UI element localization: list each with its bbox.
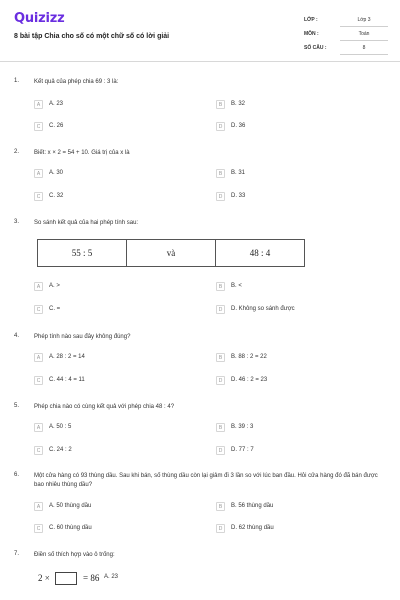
- option-letter: A: [34, 502, 43, 511]
- option-text: D. 77 : 7: [231, 447, 254, 453]
- meta-count-label: SỐ CÂU :: [304, 45, 327, 51]
- question-text: Biết: x × 2 = 54 + 10. Giá trị của x là: [34, 150, 130, 156]
- option-letter: C: [34, 524, 43, 533]
- option-text: A. 23: [49, 101, 64, 107]
- meta-underline: [340, 26, 388, 27]
- option-text: D. 36: [231, 123, 246, 129]
- question-number: 6.: [14, 472, 20, 478]
- table-cell: 55 : 5: [38, 240, 127, 266]
- option-text: B. 32: [231, 101, 246, 107]
- option-text: B. 39 : 3: [231, 424, 254, 430]
- equation-left: 2 ×: [38, 573, 50, 583]
- meta-count: [304, 42, 388, 55]
- option-letter: D: [216, 524, 225, 533]
- meta-class: [304, 14, 388, 27]
- question-text: Phép chia nào có cùng kết quả với phép chia 48 : 4?: [34, 404, 175, 410]
- table-cell: và: [127, 240, 216, 266]
- option-text: A. 50 thùng dầu: [49, 503, 92, 509]
- option-text: B. 88 : 2 = 22: [231, 354, 267, 360]
- meta-subject-label: MÔN :: [304, 31, 319, 37]
- option-letter: D: [216, 192, 225, 201]
- question-text: Kết quả của phép chia 69 : 3 là:: [34, 79, 119, 85]
- table-cell: 48 : 4: [249, 248, 271, 258]
- meta-count-value: 8: [362, 45, 366, 51]
- option-text: D. Không so sánh được: [231, 306, 295, 312]
- option-letter: B: [216, 282, 225, 291]
- option-letter: A: [34, 169, 43, 178]
- option-text: B. <: [231, 283, 242, 289]
- question-text: Phép tính nào sau đây không đúng?: [34, 334, 131, 340]
- option-letter: C: [34, 122, 43, 131]
- option-text: D. 33: [231, 193, 246, 199]
- question-text: So sánh kết quả của hai phép tính sau:: [34, 220, 139, 226]
- option-text: C. 60 thùng dầu: [49, 525, 92, 531]
- meta-subject-value: Toán: [358, 31, 370, 37]
- option-letter: B: [216, 423, 225, 432]
- option-letter: C: [34, 192, 43, 201]
- option-letter: C: [34, 305, 43, 314]
- option-text: C. 26: [49, 123, 64, 129]
- question-text: Điền số thích hợp vào ô trống:: [34, 552, 115, 558]
- option-text: A. 23: [104, 574, 119, 580]
- meta-subject: [304, 28, 388, 41]
- option-letter: D: [216, 122, 225, 131]
- meta-class-value: Lớp 3: [357, 17, 371, 23]
- quizizz-logo: Quizizz: [14, 11, 65, 26]
- option-text: B. 56 thùng dầu: [231, 503, 274, 509]
- option-letter: B: [216, 100, 225, 109]
- comparison-table: [37, 239, 305, 267]
- question-number: 3.: [14, 219, 20, 225]
- question-number: 4.: [14, 333, 20, 339]
- option-text: B. 31: [231, 170, 246, 176]
- meta-class-label: LỚP :: [304, 17, 318, 23]
- option-text: C. 32: [49, 193, 64, 199]
- option-letter: A: [34, 423, 43, 432]
- option-text: A. 50 : 5: [49, 424, 72, 430]
- equation-right: = 86: [83, 573, 100, 583]
- option-letter: B: [216, 502, 225, 511]
- question-number: 2.: [14, 149, 20, 155]
- option-letter: B: [216, 169, 225, 178]
- answer-blank-box[interactable]: [55, 572, 77, 585]
- meta-underline: [340, 54, 388, 55]
- question-number: 5.: [14, 403, 20, 409]
- option-letter: A: [34, 100, 43, 109]
- option-text: A. 30: [49, 170, 64, 176]
- worksheet-header: [0, 0, 400, 62]
- option-letter: A: [34, 353, 43, 362]
- option-letter: B: [216, 353, 225, 362]
- option-text: C. 24 : 2: [49, 447, 72, 453]
- meta-underline: [340, 40, 388, 41]
- option-text: D. 62 thùng dầu: [231, 525, 274, 531]
- option-letter: C: [34, 446, 43, 455]
- option-letter: C: [34, 376, 43, 385]
- question-number: 1.: [14, 78, 20, 84]
- option-text: A. >: [49, 283, 60, 289]
- question-number: 7.: [14, 551, 20, 557]
- option-letter: D: [216, 305, 225, 314]
- option-text: C. 44 : 4 = 11: [49, 377, 85, 383]
- option-letter: D: [216, 446, 225, 455]
- option-letter: A: [34, 282, 43, 291]
- question-text: Một cửa hàng có 93 thùng dầu. Sau khi bán, số thùng dầu còn lại giảm đi 3 lần so với lúc ban đầu. Hỏi cửa hàng đó đã bán được bao nhiêu thùng dầu?: [34, 473, 378, 488]
- option-text: C. =: [49, 306, 61, 312]
- option-text: A. 28 : 2 = 14: [49, 354, 85, 360]
- option-text: D. 46 : 2 = 23: [231, 377, 268, 383]
- option-letter: D: [216, 376, 225, 385]
- worksheet-title: 8 bài tập Chia cho số có một chữ số có lời giải: [14, 33, 170, 40]
